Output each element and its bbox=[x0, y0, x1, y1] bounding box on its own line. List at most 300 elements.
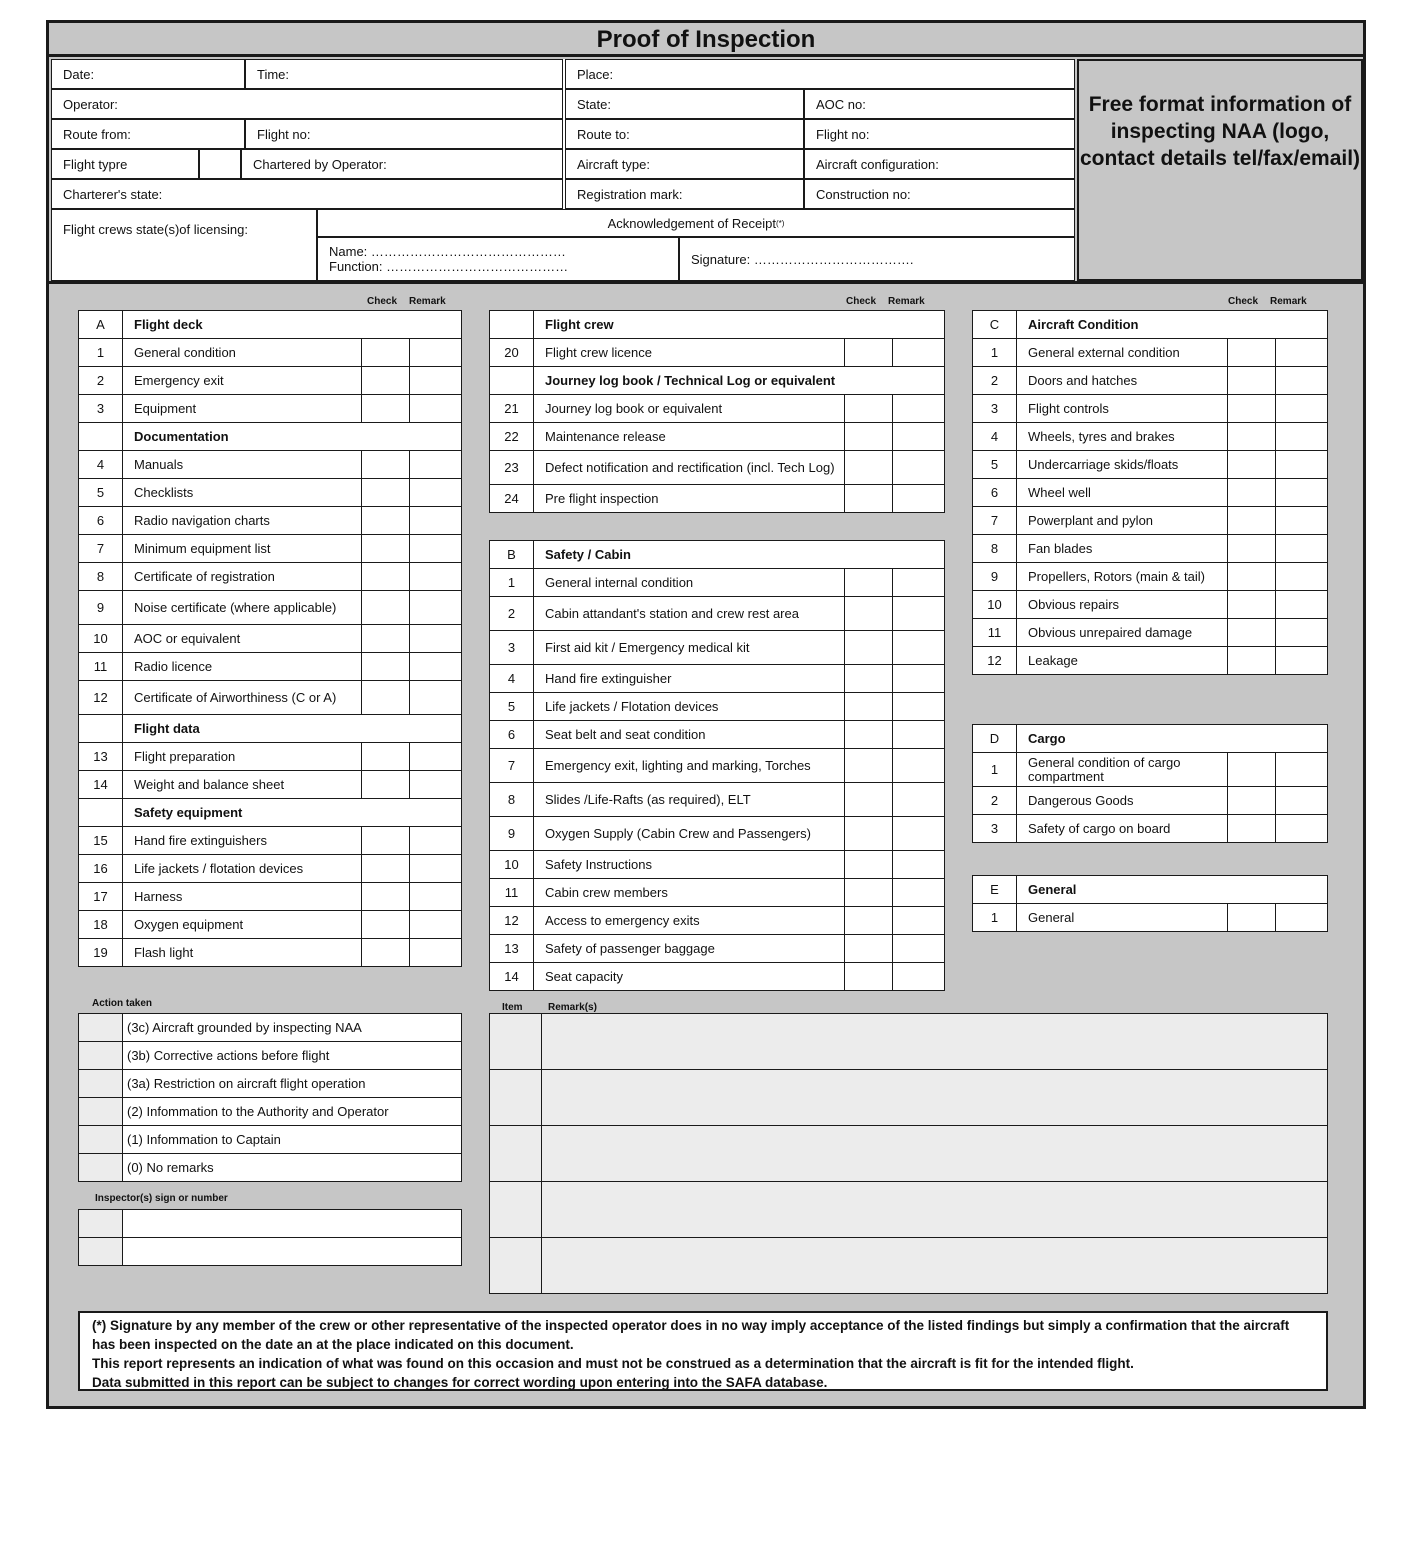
remark-cell[interactable] bbox=[1275, 619, 1327, 647]
action-label: (1) Infommation to Captain bbox=[123, 1126, 462, 1154]
naa-info-box bbox=[1077, 59, 1363, 281]
checklist-row bbox=[79, 563, 462, 591]
item-code: 3 bbox=[973, 395, 1017, 423]
item-code bbox=[490, 367, 534, 395]
checklist-row bbox=[973, 591, 1328, 619]
item-label: Hand fire extinguisher bbox=[534, 665, 845, 693]
check-cell[interactable] bbox=[845, 597, 893, 631]
remark-text-cell[interactable] bbox=[542, 1070, 1328, 1098]
checklist-row bbox=[973, 507, 1328, 535]
item-code: 8 bbox=[79, 563, 123, 591]
remark-cell[interactable] bbox=[893, 749, 945, 783]
remark-text-cell[interactable] bbox=[542, 1126, 1328, 1154]
checklist-row bbox=[490, 665, 945, 693]
remark-cell[interactable] bbox=[410, 625, 462, 653]
check-cell[interactable] bbox=[1227, 451, 1275, 479]
item-label: Safety of cargo on board bbox=[1017, 815, 1228, 843]
remark-cell[interactable] bbox=[1275, 507, 1327, 535]
route-from-field[interactable] bbox=[51, 119, 245, 149]
subsection-title: Safety equipment bbox=[123, 799, 462, 827]
remark-cell[interactable] bbox=[1276, 904, 1328, 932]
check-cell[interactable] bbox=[845, 485, 893, 513]
section-e-header bbox=[973, 876, 1328, 904]
route-to-field[interactable] bbox=[565, 119, 804, 149]
remark-cell[interactable] bbox=[410, 653, 462, 681]
check-cell[interactable] bbox=[362, 743, 410, 771]
remark-cell[interactable] bbox=[410, 939, 462, 967]
item-code: 19 bbox=[79, 939, 123, 967]
remark-item-cell[interactable] bbox=[490, 1238, 542, 1266]
check-cell[interactable] bbox=[1228, 904, 1276, 932]
item-label: Undercarriage skids/floats bbox=[1017, 451, 1228, 479]
col-headers-left bbox=[367, 296, 446, 307]
check-cell[interactable] bbox=[1227, 815, 1275, 843]
check-cell[interactable] bbox=[1227, 647, 1275, 675]
item-code: 1 bbox=[973, 904, 1017, 932]
checklist-row bbox=[490, 783, 945, 817]
aircraft-type-field[interactable] bbox=[565, 149, 804, 179]
section-code: B bbox=[490, 541, 534, 569]
check-cell[interactable] bbox=[362, 855, 410, 883]
check-col-label: Check bbox=[1228, 296, 1259, 307]
remark-cell[interactable] bbox=[410, 911, 462, 939]
remark-row bbox=[490, 1042, 1328, 1070]
check-cell[interactable] bbox=[845, 935, 893, 963]
subsection-row bbox=[79, 423, 462, 451]
section-d-header bbox=[973, 725, 1328, 753]
checklist-row bbox=[973, 753, 1328, 787]
checklist-row bbox=[973, 479, 1328, 507]
item-code: 24 bbox=[490, 485, 534, 513]
checklist-row bbox=[490, 817, 945, 851]
checklist-row bbox=[490, 451, 945, 485]
inspector-sign-field[interactable] bbox=[123, 1238, 462, 1266]
check-cell[interactable] bbox=[362, 827, 410, 855]
checklist-row bbox=[490, 395, 945, 423]
remark-cell[interactable] bbox=[410, 535, 462, 563]
remark-row bbox=[490, 1182, 1328, 1210]
remark-cell[interactable] bbox=[410, 367, 462, 395]
item-label: Journey log book or equivalent bbox=[534, 395, 845, 423]
inspector-checkbox[interactable] bbox=[79, 1238, 123, 1266]
check-cell[interactable] bbox=[845, 851, 893, 879]
remark-cell[interactable] bbox=[410, 591, 462, 625]
remark-cell[interactable] bbox=[893, 665, 945, 693]
flight-no-right-label: Flight no: bbox=[816, 126, 870, 142]
aircraft-type-label: Aircraft type: bbox=[577, 156, 650, 172]
check-cell[interactable] bbox=[362, 939, 410, 967]
remark-cell[interactable] bbox=[893, 423, 945, 451]
remark-cell[interactable] bbox=[410, 395, 462, 423]
remark-text-cell[interactable] bbox=[542, 1238, 1328, 1266]
item-label: Oxygen Supply (Cabin Crew and Passengers) bbox=[534, 817, 845, 851]
registration-mark-field[interactable] bbox=[565, 179, 804, 209]
check-cell[interactable] bbox=[1227, 507, 1275, 535]
item-label: Manuals bbox=[123, 451, 362, 479]
checklist-row bbox=[490, 339, 945, 367]
item-code: 2 bbox=[79, 367, 123, 395]
operator-field[interactable] bbox=[51, 89, 563, 119]
section-a-flight-deck bbox=[78, 310, 462, 967]
check-cell[interactable] bbox=[362, 771, 410, 799]
remark-item-cell[interactable] bbox=[490, 1154, 542, 1182]
checklist-row bbox=[973, 395, 1328, 423]
checklist-row bbox=[490, 851, 945, 879]
item-label: Maintenance release bbox=[534, 423, 845, 451]
item-code: 3 bbox=[973, 815, 1017, 843]
subsection-row bbox=[79, 799, 462, 827]
remark-text-cell[interactable] bbox=[542, 1154, 1328, 1182]
flight-type-field[interactable] bbox=[199, 149, 241, 179]
item-code: 5 bbox=[79, 479, 123, 507]
charterer-state-field[interactable] bbox=[51, 179, 563, 209]
footnote-box bbox=[78, 1311, 1328, 1391]
item-code: 4 bbox=[79, 451, 123, 479]
remark-item-cell[interactable] bbox=[490, 1210, 542, 1238]
check-cell[interactable] bbox=[845, 339, 893, 367]
check-cell[interactable] bbox=[362, 653, 410, 681]
remark-item-cell[interactable] bbox=[490, 1182, 542, 1210]
item-code: 2 bbox=[973, 787, 1017, 815]
checklist-row bbox=[79, 625, 462, 653]
construction-no-field[interactable] bbox=[804, 179, 1075, 209]
footnote-line: (*) Signature by any member of the crew or other representative of the inspected operator does in no way imply acceptance of the listed findings but simply a confirmation that the aircraft has been inspected on the date an at the place indicated on this document. bbox=[92, 1318, 1290, 1352]
check-cell[interactable] bbox=[845, 963, 893, 991]
check-cell[interactable] bbox=[845, 693, 893, 721]
item-label: Wheels, tyres and brakes bbox=[1017, 423, 1228, 451]
remark-col-label: Remark bbox=[409, 296, 446, 307]
remark-cell[interactable] bbox=[893, 693, 945, 721]
check-cell[interactable] bbox=[845, 451, 893, 485]
checklist-row bbox=[79, 827, 462, 855]
item-label: AOC or equivalent bbox=[123, 625, 362, 653]
check-col-label: Check bbox=[367, 296, 398, 307]
item-label: Flight controls bbox=[1017, 395, 1228, 423]
item-label: Life jackets / flotation devices bbox=[123, 855, 362, 883]
item-label: General condition bbox=[123, 339, 362, 367]
checklist-row bbox=[490, 749, 945, 783]
remark-cell[interactable] bbox=[410, 339, 462, 367]
time-field[interactable] bbox=[245, 59, 563, 89]
col-headers-middle bbox=[846, 296, 925, 307]
action-label: (3c) Aircraft grounded by inspecting NAA bbox=[123, 1014, 462, 1042]
name-function-field[interactable] bbox=[317, 237, 679, 281]
item-label: Harness bbox=[123, 883, 362, 911]
check-cell[interactable] bbox=[1227, 535, 1275, 563]
remark-text-cell[interactable] bbox=[542, 1182, 1328, 1210]
check-cell[interactable] bbox=[1227, 367, 1275, 395]
remark-cell[interactable] bbox=[1275, 451, 1327, 479]
check-cell[interactable] bbox=[845, 817, 893, 851]
flight-no-left-field[interactable] bbox=[245, 119, 563, 149]
check-cell[interactable] bbox=[1227, 619, 1275, 647]
check-cell[interactable] bbox=[362, 563, 410, 591]
remark-cell[interactable] bbox=[1275, 787, 1327, 815]
remark-cell[interactable] bbox=[893, 851, 945, 879]
remark-item-cell[interactable] bbox=[490, 1070, 542, 1098]
remark-cell[interactable] bbox=[893, 721, 945, 749]
item-code: 10 bbox=[490, 851, 534, 879]
remark-cell[interactable] bbox=[1275, 479, 1327, 507]
remark-row bbox=[490, 1154, 1328, 1182]
action-label: (2) Infommation to the Authority and Operator bbox=[123, 1098, 462, 1126]
item-label: Doors and hatches bbox=[1017, 367, 1228, 395]
section-a-header bbox=[79, 311, 462, 339]
item-label: Life jackets / Flotation devices bbox=[534, 693, 845, 721]
item-label: Emergency exit, lighting and marking, Torches bbox=[534, 749, 845, 783]
remark-item-cell[interactable] bbox=[490, 1266, 542, 1294]
place-label: Place: bbox=[577, 66, 614, 82]
check-cell[interactable] bbox=[845, 907, 893, 935]
checklist-row bbox=[79, 339, 462, 367]
remark-text-cell[interactable] bbox=[542, 1014, 1328, 1042]
inspector-table bbox=[78, 1209, 462, 1266]
item-code: 11 bbox=[79, 653, 123, 681]
remark-cell[interactable] bbox=[410, 771, 462, 799]
item-code: 6 bbox=[490, 721, 534, 749]
checklist-row bbox=[79, 883, 462, 911]
remark-cell[interactable] bbox=[893, 879, 945, 907]
remark-cell[interactable] bbox=[893, 339, 945, 367]
check-cell[interactable] bbox=[1227, 591, 1275, 619]
remark-cell[interactable] bbox=[1275, 423, 1327, 451]
item-label: Obvious unrepaired damage bbox=[1017, 619, 1228, 647]
checklist-row bbox=[79, 507, 462, 535]
action-label: (3b) Corrective actions before flight bbox=[123, 1042, 462, 1070]
action-row bbox=[79, 1070, 462, 1098]
aoc-no-field[interactable] bbox=[804, 89, 1075, 119]
remark-cell[interactable] bbox=[1275, 395, 1327, 423]
action-taken-table bbox=[78, 1013, 462, 1182]
operator-label: Operator: bbox=[63, 96, 118, 112]
check-cell[interactable] bbox=[845, 749, 893, 783]
item-code: 21 bbox=[490, 395, 534, 423]
item-label: Leakage bbox=[1017, 647, 1228, 675]
remark-cell[interactable] bbox=[893, 485, 945, 513]
check-cell[interactable] bbox=[362, 395, 410, 423]
state-field[interactable] bbox=[565, 89, 804, 119]
remark-cell[interactable] bbox=[1275, 339, 1327, 367]
remark-cell[interactable] bbox=[410, 743, 462, 771]
checklist-row bbox=[973, 563, 1328, 591]
check-cell[interactable] bbox=[845, 665, 893, 693]
place-field[interactable] bbox=[565, 59, 1075, 89]
check-cell[interactable] bbox=[845, 423, 893, 451]
signature-field[interactable] bbox=[679, 237, 1075, 281]
check-cell[interactable] bbox=[362, 591, 410, 625]
time-label: Time: bbox=[257, 66, 290, 82]
item-code: 6 bbox=[973, 479, 1017, 507]
remark-cell[interactable] bbox=[410, 563, 462, 591]
check-cell[interactable] bbox=[845, 721, 893, 749]
item-label: Certificate of Airworthiness (C or A) bbox=[123, 681, 362, 715]
checklist-row bbox=[490, 879, 945, 907]
check-cell[interactable] bbox=[1227, 423, 1275, 451]
item-code bbox=[79, 799, 123, 827]
remark-cell[interactable] bbox=[410, 507, 462, 535]
remark-cell[interactable] bbox=[893, 783, 945, 817]
item-code: 6 bbox=[79, 507, 123, 535]
item-code: 1 bbox=[973, 339, 1017, 367]
item-code: 23 bbox=[490, 451, 534, 485]
action-row bbox=[79, 1014, 462, 1042]
item-code: 3 bbox=[79, 395, 123, 423]
check-cell[interactable] bbox=[1227, 339, 1275, 367]
action-checkbox[interactable] bbox=[79, 1098, 123, 1126]
remark-cell[interactable] bbox=[893, 569, 945, 597]
remark-cell[interactable] bbox=[893, 395, 945, 423]
checklist-row bbox=[79, 743, 462, 771]
remark-cell[interactable] bbox=[893, 963, 945, 991]
remark-cell[interactable] bbox=[1275, 367, 1327, 395]
item-code: 14 bbox=[79, 771, 123, 799]
action-label: (3a) Restriction on aircraft flight operation bbox=[123, 1070, 462, 1098]
check-cell[interactable] bbox=[362, 451, 410, 479]
check-cell[interactable] bbox=[362, 681, 410, 715]
subsection-title: Flight data bbox=[123, 715, 462, 743]
chartered-by-field[interactable] bbox=[241, 149, 563, 179]
remark-cell[interactable] bbox=[893, 597, 945, 631]
remark-cell[interactable] bbox=[410, 827, 462, 855]
check-cell[interactable] bbox=[362, 339, 410, 367]
inspector-checkbox[interactable] bbox=[79, 1210, 123, 1238]
item-code: 7 bbox=[973, 507, 1017, 535]
item-label: Minimum equipment list bbox=[123, 535, 362, 563]
inspector-sign-field[interactable] bbox=[123, 1210, 462, 1238]
subsection-title: Journey log book / Technical Log or equivalent bbox=[534, 367, 945, 395]
check-cell[interactable] bbox=[1227, 479, 1275, 507]
remark-item-cell[interactable] bbox=[490, 1126, 542, 1154]
check-cell[interactable] bbox=[845, 569, 893, 597]
checklist-row bbox=[79, 653, 462, 681]
inspection-form bbox=[46, 20, 1366, 1409]
check-cell[interactable] bbox=[1227, 563, 1275, 591]
item-label: Access to emergency exits bbox=[534, 907, 845, 935]
check-cell[interactable] bbox=[845, 783, 893, 817]
action-checkbox[interactable] bbox=[79, 1042, 123, 1070]
remark-cell[interactable] bbox=[410, 883, 462, 911]
checklist-row bbox=[79, 681, 462, 715]
item-label: Checklists bbox=[123, 479, 362, 507]
check-cell[interactable] bbox=[1227, 753, 1275, 787]
subsection-row bbox=[79, 715, 462, 743]
flight-no-left-label: Flight no: bbox=[257, 126, 311, 142]
check-cell[interactable] bbox=[845, 879, 893, 907]
remark-cell[interactable] bbox=[893, 907, 945, 935]
check-cell[interactable] bbox=[362, 911, 410, 939]
remark-row bbox=[490, 1098, 1328, 1126]
aircraft-config-field[interactable] bbox=[804, 149, 1075, 179]
check-cell[interactable] bbox=[1227, 787, 1275, 815]
action-taken-caption: Action taken bbox=[92, 998, 153, 1009]
remark-cell[interactable] bbox=[410, 681, 462, 715]
remark-item-cell[interactable] bbox=[490, 1098, 542, 1126]
item-label: First aid kit / Emergency medical kit bbox=[534, 631, 845, 665]
remark-text-cell[interactable] bbox=[542, 1042, 1328, 1070]
item-label: Certificate of registration bbox=[123, 563, 362, 591]
check-cell[interactable] bbox=[1227, 395, 1275, 423]
remark-cell[interactable] bbox=[1275, 591, 1327, 619]
item-code: 18 bbox=[79, 911, 123, 939]
remark-item-cell[interactable] bbox=[490, 1014, 542, 1042]
crew-licensing-label: Flight crews state(s)of licensing: bbox=[63, 222, 248, 237]
section-title: General bbox=[1017, 876, 1328, 904]
check-cell[interactable] bbox=[845, 395, 893, 423]
item-code: 12 bbox=[973, 647, 1017, 675]
item-code: 11 bbox=[490, 879, 534, 907]
remark-cell[interactable] bbox=[410, 479, 462, 507]
section-code: C bbox=[973, 311, 1017, 339]
state-label: State: bbox=[577, 96, 611, 112]
checklist-row bbox=[79, 591, 462, 625]
section-flight-crew bbox=[489, 310, 945, 513]
section-crew-header bbox=[490, 311, 945, 339]
section-c-header bbox=[973, 311, 1328, 339]
flight-no-right-field[interactable] bbox=[804, 119, 1075, 149]
checklist-row bbox=[973, 787, 1328, 815]
check-cell[interactable] bbox=[362, 625, 410, 653]
checklist-row bbox=[973, 647, 1328, 675]
item-code: 9 bbox=[973, 563, 1017, 591]
item-label: Seat belt and seat condition bbox=[534, 721, 845, 749]
remark-cell[interactable] bbox=[893, 451, 945, 485]
date-label: Date: bbox=[63, 66, 95, 82]
construction-no-label: Construction no: bbox=[816, 186, 911, 202]
remark-cell[interactable] bbox=[893, 935, 945, 963]
checklist-row bbox=[490, 721, 945, 749]
remark-item-cell[interactable] bbox=[490, 1042, 542, 1070]
remark-cell[interactable] bbox=[1275, 815, 1327, 843]
checklist-row bbox=[490, 423, 945, 451]
remark-cell[interactable] bbox=[893, 817, 945, 851]
check-cell[interactable] bbox=[362, 507, 410, 535]
item-code: 5 bbox=[973, 451, 1017, 479]
check-cell[interactable] bbox=[362, 535, 410, 563]
footnote-line: Data submitted in this report can be subject to changes for correct wording upon entering into the SAFA database. bbox=[92, 1375, 828, 1390]
item-label: Seat capacity bbox=[534, 963, 845, 991]
action-checkbox[interactable] bbox=[79, 1070, 123, 1098]
check-cell[interactable] bbox=[362, 883, 410, 911]
remark-cell[interactable] bbox=[1275, 563, 1327, 591]
remark-cell[interactable] bbox=[1275, 647, 1327, 675]
item-code: 1 bbox=[973, 753, 1017, 787]
item-code: 2 bbox=[973, 367, 1017, 395]
remark-cell[interactable] bbox=[410, 451, 462, 479]
action-checkbox[interactable] bbox=[79, 1154, 123, 1182]
check-cell[interactable] bbox=[362, 479, 410, 507]
checklist-row bbox=[973, 619, 1328, 647]
remark-text-cell[interactable] bbox=[542, 1210, 1328, 1238]
action-checkbox[interactable] bbox=[79, 1014, 123, 1042]
remark-cell[interactable] bbox=[1275, 753, 1327, 787]
crew-licensing-field[interactable] bbox=[51, 209, 317, 281]
date-field[interactable] bbox=[51, 59, 245, 89]
remark-cell[interactable] bbox=[893, 631, 945, 665]
chartered-by-label: Chartered by Operator: bbox=[253, 156, 387, 172]
check-cell[interactable] bbox=[845, 631, 893, 665]
remark-text-cell[interactable] bbox=[542, 1266, 1328, 1294]
action-row bbox=[79, 1154, 462, 1182]
remark-text-cell[interactable] bbox=[542, 1098, 1328, 1126]
item-code: 7 bbox=[79, 535, 123, 563]
section-d-cargo bbox=[972, 724, 1328, 843]
remark-cell[interactable] bbox=[1275, 535, 1327, 563]
check-cell[interactable] bbox=[362, 367, 410, 395]
section-code: D bbox=[973, 725, 1017, 753]
action-checkbox[interactable] bbox=[79, 1126, 123, 1154]
remark-cell[interactable] bbox=[410, 855, 462, 883]
section-title: Cargo bbox=[1017, 725, 1328, 753]
